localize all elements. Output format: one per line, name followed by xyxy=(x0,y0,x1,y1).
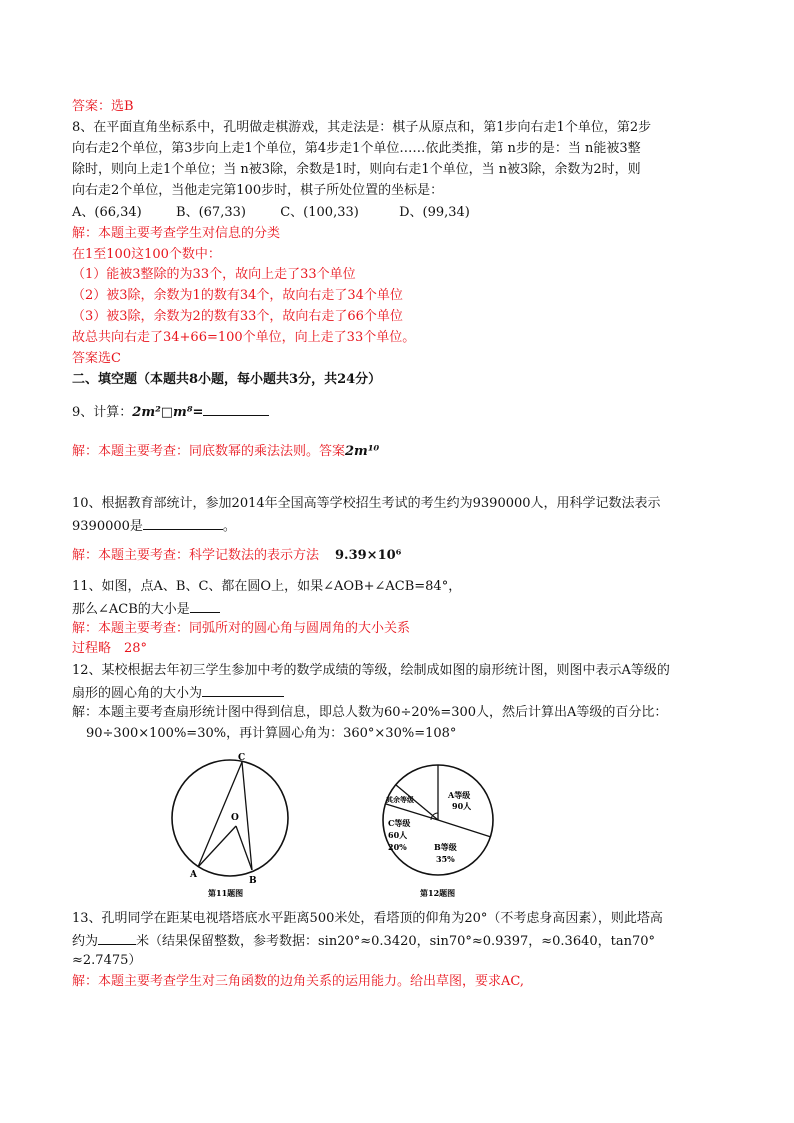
q13-line-3: ≈2.7475） xyxy=(72,953,142,968)
slice-c-label: C等级 xyxy=(388,818,411,828)
slice-b-value: 35% xyxy=(436,854,455,864)
q10-solution-text: 解：本题主要考查：科学记数法的表示方法 xyxy=(72,548,320,563)
q9-question xyxy=(72,401,269,423)
q8-solution-1: 解：本题主要考查学生对信息的分类 xyxy=(72,226,281,241)
q8-solution-4: （2）被3除，余数为1的数有34个，故向右走了34个单位 xyxy=(72,288,403,303)
q11-blank xyxy=(190,598,220,613)
slice-b-label: B等级 xyxy=(434,842,457,852)
slice-c-value: 60人 xyxy=(388,830,408,840)
q8-option-c: C、(100,33) xyxy=(280,205,359,220)
q10-line-1: 10、根据教育部统计，参加2014年全国高等学校招生考试的考生约为9390000人，用科学记数法表示 xyxy=(72,496,661,511)
label-c: C xyxy=(238,753,246,763)
q13-line-1: 13、孔明同学在距某电视塔塔底水平距离500米处，看塔顶的仰角为20°（不考虑身高因素），则此塔高 xyxy=(72,911,663,926)
label-o: O xyxy=(231,813,239,823)
q12-line-2-text: 扇形的圆心角的大小为 xyxy=(72,686,203,701)
q10-solution xyxy=(72,546,401,566)
slice-other-label: 其余等级 xyxy=(386,795,414,804)
slice-c-pct: 20% xyxy=(388,842,407,852)
figure-11 xyxy=(170,750,290,900)
q13-line-2-start: 约为 xyxy=(72,934,99,949)
q8-solution-2: 在1至100这100个数中： xyxy=(72,247,221,262)
section-title: 二、填空题（本题共8小题，每小题共3分，共24分） xyxy=(72,372,382,387)
q10-blank xyxy=(143,515,223,530)
q8-line-3: 除时，则向上走1个单位；当 n被3除，余数是1时，则向右走1个单位，当 n被3除，余数为2时，则 xyxy=(72,162,641,177)
pie-divider-2 xyxy=(438,820,491,837)
q8-solution-3: （1）能被3整除的为33个，故向上走了33个单位 xyxy=(72,267,356,282)
q9-expression: 2m²□m⁸= xyxy=(132,405,204,420)
q12-solution-1: 解：本题主要考查扇形统计图中得到信息，即总人数为60÷20%=300人，然后计算出A等级的百分比： xyxy=(72,705,668,720)
q13-line-2 xyxy=(72,930,655,952)
q13-line-2-end: 米（结果保留整数，参考数据：sin20°≈0.3420，sin70°≈0.9397，≈0.3640，tan70° xyxy=(136,934,656,949)
label-a: A xyxy=(190,870,197,880)
q8-option-a: A、(66,34) xyxy=(72,205,142,220)
figure-12 xyxy=(378,760,498,900)
slice-a-value: 90人 xyxy=(452,801,472,811)
q11-solution: 解：本题主要考查：同弧所对的圆心角与圆周角的大小关系 xyxy=(72,621,411,636)
q13-blank xyxy=(98,930,136,945)
q9-prefix: 9、计算： xyxy=(72,405,133,420)
chord-cb xyxy=(242,762,252,870)
label-b: B xyxy=(249,876,257,886)
q11-line-2-text: 那么∠ACB的大小是 xyxy=(72,602,190,617)
q12-line-2 xyxy=(72,682,284,704)
q9-answer: 2m¹⁰ xyxy=(345,444,380,459)
q10-line-2 xyxy=(72,515,236,537)
q8-line-4: 向右走2个单位，当他走完第100步时，棋子所处位置的坐标是： xyxy=(72,183,444,198)
fig11-caption: 第11题图 xyxy=(208,888,244,898)
q12-line-1: 12、某校根据去年初三学生参加中考的数学成绩的等级，绘制成如图的扇形统计图，则图中表示A等级的 xyxy=(72,663,670,678)
q8-answer: 答案选C xyxy=(72,351,121,366)
q7-answer: 答案：选B xyxy=(72,99,134,114)
slice-a-label: A等级 xyxy=(448,790,471,800)
radius-oa xyxy=(198,826,236,867)
q9-solution xyxy=(72,442,379,462)
q10-line-2-end: 。 xyxy=(222,519,236,534)
q8-line-1: 8、在平面直角坐标系中，孔明做走棋游戏，其走法是：棋子从原点和，第1步向右走1个单位，第2步 xyxy=(72,120,652,135)
q8-option-d: D、(99,34) xyxy=(399,205,470,220)
q10-answer: 9.39×10⁶ xyxy=(335,548,402,563)
q8-solution-6: 故总共向右走了34+66=100个单位，向上走了33个单位。 xyxy=(72,330,416,345)
q8-option-b: B、(67,33) xyxy=(176,205,246,220)
q8-solution-5: （3）被3除，余数为2的数有33个，故向右走了66个单位 xyxy=(72,309,403,324)
fig12-caption: 第12题图 xyxy=(420,888,456,898)
q9-blank xyxy=(203,401,269,416)
q8-line-2: 向右走2个单位，第3步向上走1个单位，第4步走1个单位……依此类推，第 n步的是：当 n能被3整 xyxy=(72,141,641,156)
q9-solution-text: 解：本题主要考查：同底数幂的乘法法则。答案 xyxy=(72,444,346,459)
q12-solution-2: 90÷300×100%=30%，再计算圆心角为：360°×30%=108° xyxy=(86,726,457,741)
circle-o xyxy=(172,760,288,876)
q11-line-1: 11、如图，点A、B、C、都在圆O上，如果∠AOB+∠ACB=84°， xyxy=(72,579,462,594)
q10-line-2-text: 9390000是 xyxy=(72,519,143,534)
q11-process: 过程略 28° xyxy=(72,641,148,656)
q8-options xyxy=(72,203,470,223)
q12-blank xyxy=(202,682,284,697)
q13-solution: 解：本题主要考查学生对三角函数的边角关系的运用能力。给出草图，要求AC, xyxy=(72,974,525,989)
q11-line-2 xyxy=(72,598,220,620)
